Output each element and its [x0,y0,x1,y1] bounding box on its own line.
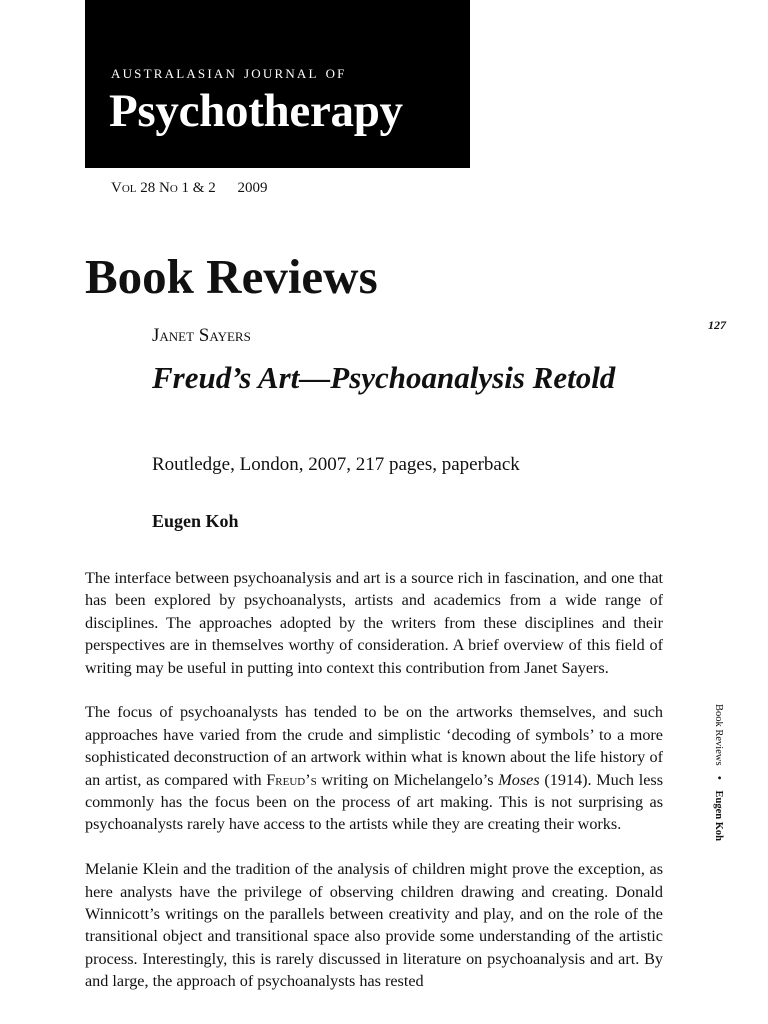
running-head [713,704,724,841]
running-head-separator: • [713,776,724,780]
body-paragraph-1: The interface between psychoanalysis and art is a source rich in fascination, and one that has been explored by psychoanalysts, artists and academics from a wide range of disciplines. The approaches adopted by the writers from these disciplines and their perspectives are in themselves worthy of consideration. A brief overview of this field of writing may be useful in putting into context this contribution from Janet Sayers. [85,569,663,677]
p2-text-after: (1914). Much less commonly has the focus been on the process of art making. This is not surprising as psychoanalysts rarely have access to the artists while they are creating their works. [85,770,663,834]
book-author: Janet Sayers [152,325,251,346]
journal-name-line1: australasian journal of [111,62,347,83]
body-paragraph-3: Melanie Klein and the tradition of the analysis of children might prove the exception, as here analysts have the privilege of observing children drawing and creating. Donald Winnicott’s writings on the parallels between creativity and play, and on the role of the transitional object and transitional space also provide some understanding of the artistic process. Interestingly, this is rarely discussed in literature on psychoanalysis and art. By and large, the approach of psychoanalysts has rested [85,860,663,991]
body-paragraph-2 [85,701,663,835]
issue-year: 2009 [237,180,268,196]
p2-text-before: The focus of psychoanalysts has tended to be on the artworks themselves, and such approaches have varied from the crude and simplistic ‘decoding of symbols’ to a more sophisticated deconstruction of an artwork within what is known about the life history of an artist, as compared with [85,703,663,789]
book-title: Freud’s Art—Psychoanalysis Retold [152,360,616,395]
p2-freud-name: Freud’s [266,770,317,789]
issue-info [111,180,267,197]
review-body [85,567,663,1015]
page-number: 127 [708,318,726,332]
p2-text-middle: writing on Michelangelo’s [316,770,499,789]
journal-masthead [85,0,470,168]
journal-name-line2: Psychotherapy [109,85,403,137]
p2-moses-title: Moses [498,770,540,789]
running-head-author: Eugen Koh [713,790,724,841]
publisher-info: Routledge, London, 2007, 217 pages, paperback [152,454,520,475]
section-title: Book Reviews [85,249,378,304]
reviewer-name: Eugen Koh [152,511,239,531]
issue-volume: Vol 28 No 1 & 2 [111,180,216,196]
running-head-section: Book Reviews [713,704,724,766]
